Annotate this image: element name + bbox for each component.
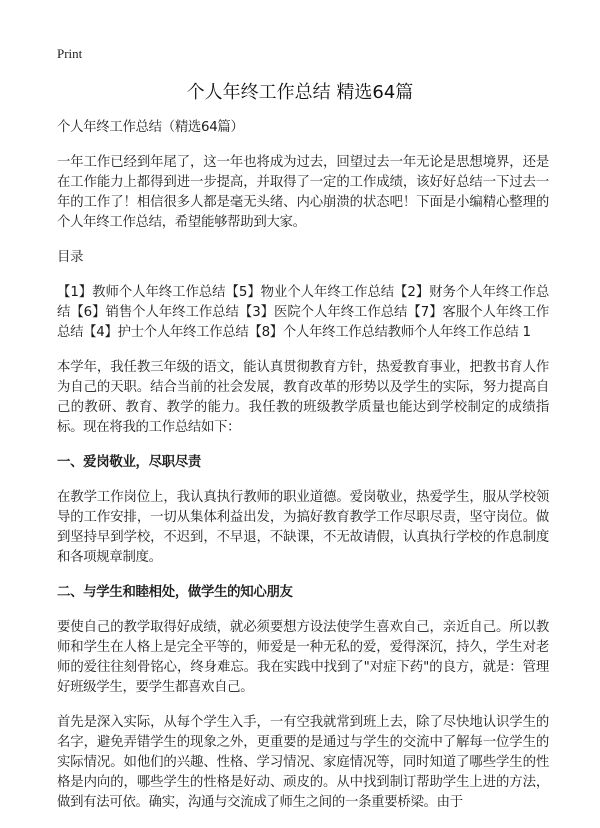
body-paragraph: 要使自己的教学取得好成绩，就必须要想方设法使学生喜欢自己，亲近自己。所以教师和学生在人格上是完全平等的，师爱是一种无私的爱，爱得深沉，持久，学生对老师的爱往往刻骨铭心，终身难忘。我在实践中找到了"对症下药"的良方，就是：管理好班级学生，要学生都喜欢自己。 — [57, 620, 549, 695]
page-title: 个人年终工作总结 精选64篇 — [186, 82, 414, 103]
document-body — [57, 118, 549, 828]
body-paragraph: 本学年，我任教三年级的语文，能认真贯彻教育方针，热爱教育事业，把教书育人作为自己的天职。结合当前的社会发展，教育改革的形势以及学生的实际，努力提高自己的教研、教育、教学的能力。我任教的班级教学质量也能达到学校制定的成绩指标。现在将我的工作总结如下： — [57, 360, 549, 435]
section-heading: 一、爱岗敬业，尽职尽责 — [57, 455, 201, 470]
toc-list: 【1】教师个人年终工作总结【5】物业个人年终工作总结【2】财务个人年终工作总结【6】销售个人年终工作总结【3】医院个人年终工作总结【7】客服个人年终工作总结【4】护士个人年终工作总结【8】个人年终工作总结教师个人年终工作总结 1 — [57, 285, 549, 340]
body-paragraph: 在教学工作岗位上，我认真执行教师的职业道德。爱岗敬业，热爱学生，服从学校领导的工作安排，一切从集体利益出发，为搞好教育教学工作尽职尽责，坚守岗位。做到坚持早到学校，不迟到，不早退，不缺课，不无故请假，认真执行学校的作息制度和各项规章制度。 — [57, 490, 549, 565]
document-subtitle: 个人年终工作总结（精选64篇） — [57, 120, 244, 135]
intro-paragraph: 一年工作已经到年尾了，这一年也将成为过去，回望过去一年无论是思想境界，还是在工作能力上都得到进一步提高，并取得了一定的工作成绩，该好好总结一下过去一年的工作了！相信很多人都是毫无头绪、内心崩溃的状态吧！下面是小编精心整理的个人年终工作总结，希望能够帮助到大家。 — [57, 155, 549, 230]
section-heading: 二、与学生和睦相处，做学生的知心朋友 — [57, 585, 293, 600]
print-label: Print — [57, 46, 83, 61]
body-paragraph: 首先是深入实际，从每个学生入手，一有空我就常到班上去，除了尽快地认识学生的名字，避免弄错学生的现象之外，更重要的是通过与学生的交流中了解每一位学生的实际情况。如他们的兴趣、性格、学习情况、家庭情况等，同时知道了哪些学生的性格是内向的，哪些学生的性格是好动、顽皮的。从中找到制订帮助学生上进的方法，做到有法可依。确实，沟通与交流成了师生之间的一条重要桥梁。由于 — [57, 715, 549, 810]
toc-heading: 目录 — [57, 250, 84, 265]
